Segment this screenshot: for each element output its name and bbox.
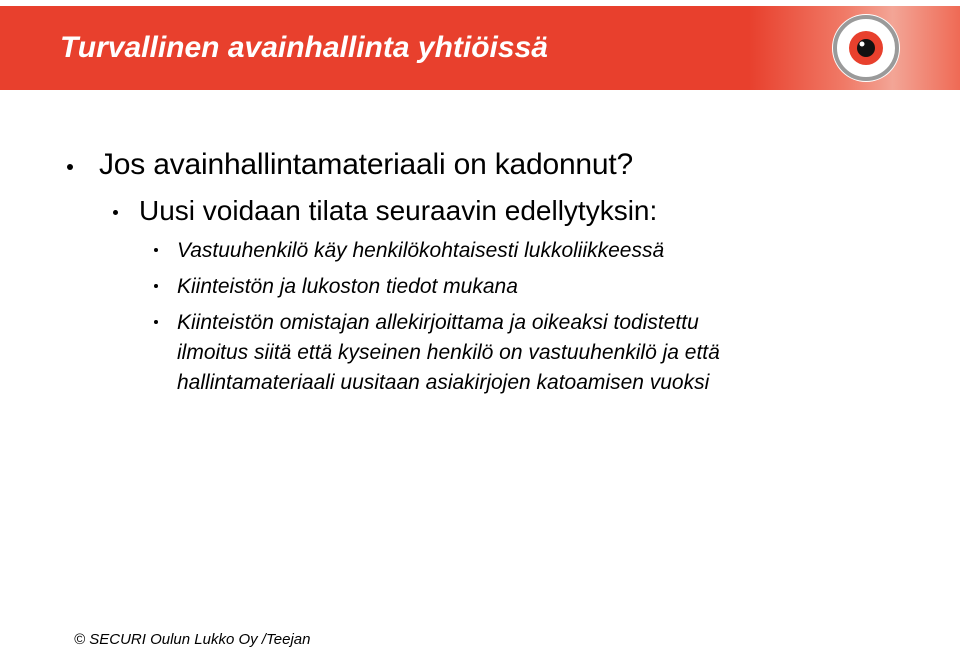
bullet-text-level2: Uusi voidaan tilata seuraavin edellytyksin: bbox=[139, 195, 658, 226]
bullet-text-level3-3-line3: hallintamateriaali uusitaan asiakirjojen katoamisen vuoksi bbox=[177, 371, 710, 394]
bullet-level2 bbox=[113, 210, 118, 215]
copyright-symbol: © bbox=[74, 631, 86, 648]
bullet-text-level3-3-line2: ilmoitus siitä että kyseinen henkilö on vastuuhenkilö ja että bbox=[177, 341, 720, 364]
bullet-text-level1: Jos avainhallintamateriaali on kadonnut? bbox=[99, 148, 634, 181]
footer-text: SECURI Oulun Lukko Oy /Teejan bbox=[89, 631, 311, 648]
footer bbox=[74, 631, 310, 648]
bullet-text-level3-2: Kiinteistön ja lukoston tiedot mukana bbox=[177, 275, 518, 298]
bullet-level3-3 bbox=[154, 320, 158, 324]
bullet-level1 bbox=[67, 164, 73, 170]
slide-title: Turvallinen avainhallinta yhtiöissä bbox=[60, 31, 548, 64]
bullet-level3-2 bbox=[154, 284, 158, 288]
bullet-level3-1 bbox=[154, 248, 158, 252]
bullet-text-level3-3-line1: Kiinteistön omistajan allekirjoittama ja oikeaksi todistettu bbox=[177, 311, 699, 334]
bullet-text-level3-1: Vastuuhenkilö käy henkilökohtaisesti lukkoliikkeessä bbox=[177, 239, 665, 262]
